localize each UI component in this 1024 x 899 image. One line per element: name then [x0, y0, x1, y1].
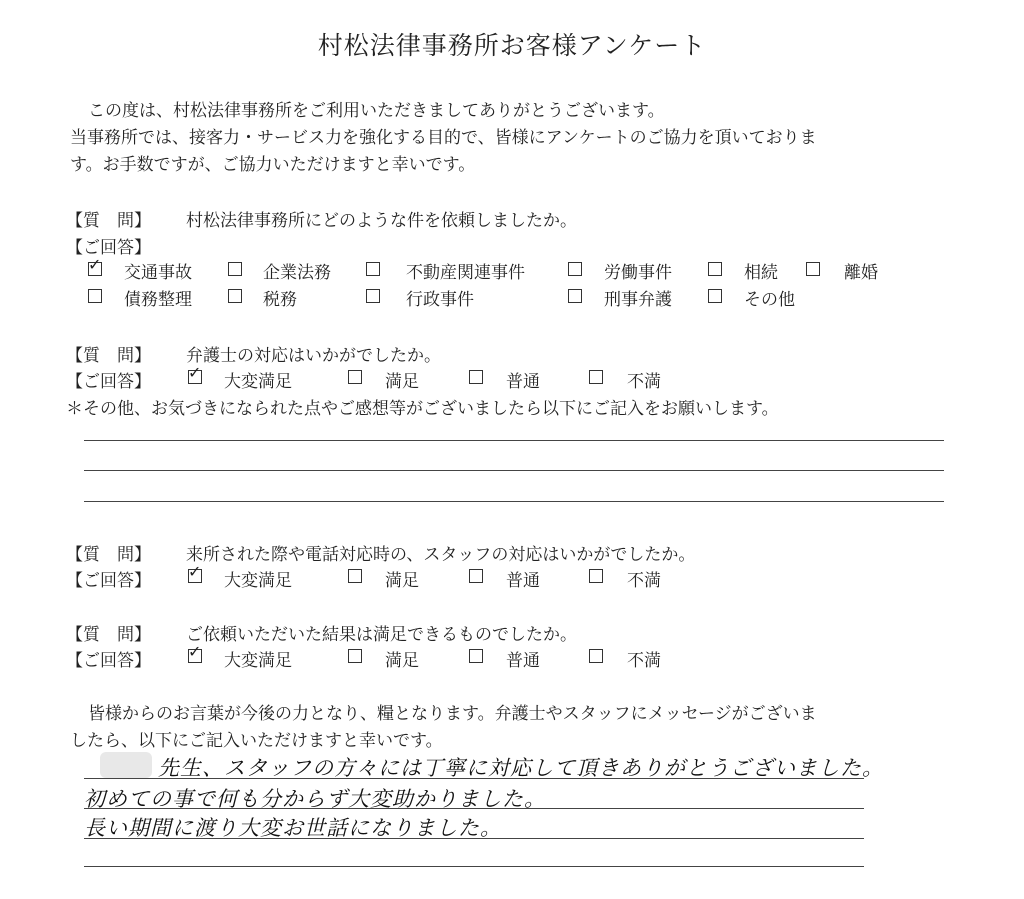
message-line[interactable] [84, 866, 864, 867]
q1-question-label: 【質 問】 [66, 211, 151, 231]
q2-checkbox-average[interactable] [469, 370, 483, 384]
q4-option-label: 満足 [385, 651, 419, 671]
q1-option-label: 行政事件 [406, 290, 474, 310]
handwritten-message-line-2: 初めての事で何も分からず大変助かりました。 [84, 787, 546, 811]
q1-option-label: 交通事故 [124, 263, 192, 283]
q2-comment-note: ＊その他、お気づきになられた点やご感想等がございましたら以下にご記入をお願いします。 [66, 399, 779, 419]
check-mark-icon: ✓ [188, 642, 202, 661]
q1-option-label: 労働事件 [604, 263, 672, 283]
comment-line[interactable] [84, 470, 944, 471]
q2-option-label: 不満 [627, 372, 661, 392]
q3-option-label: 不満 [627, 571, 661, 591]
q3-option-label: 満足 [385, 571, 419, 591]
q1-checkbox-real-estate[interactable] [366, 262, 380, 276]
q4-checkbox-very-satisfied[interactable] [188, 642, 202, 663]
check-mark-icon: ✓ [188, 363, 202, 382]
q4-question-text: ご依頼いただいた結果は満足できるものでしたか。 [186, 625, 577, 645]
q2-option-label: 満足 [385, 372, 419, 392]
q2-option-label: 普通 [506, 372, 540, 392]
q2-checkbox-very-satisfied[interactable] [188, 363, 202, 384]
q1-checkbox-divorce[interactable] [806, 262, 820, 276]
q3-question-text: 来所された際や電話対応時の、スタッフの対応はいかがでしたか。 [186, 545, 696, 565]
q4-question-label: 【質 問】 [66, 625, 151, 645]
handwritten-message-line-3: 長い期間に渡り大変お世話になりました。 [84, 816, 502, 840]
q1-option-label: 離婚 [844, 263, 878, 283]
q3-checkbox-satisfied[interactable] [348, 569, 362, 583]
q2-checkbox-dissatisfied[interactable] [589, 370, 603, 384]
q4-option-label: 不満 [627, 651, 661, 671]
comment-line[interactable] [84, 501, 944, 502]
q1-checkbox-tax[interactable] [228, 289, 242, 303]
q1-option-label: 債務整理 [124, 290, 192, 310]
q1-question-text: 村松法律事務所にどのような件を依頼しましたか。 [186, 211, 577, 231]
q1-answer-label: 【ご回答】 [66, 238, 151, 258]
q1-checkbox-corporate-law[interactable] [228, 262, 242, 276]
q1-checkbox-inheritance[interactable] [708, 262, 722, 276]
q1-checkbox-other[interactable] [708, 289, 722, 303]
q1-checkbox-traffic-accident[interactable] [88, 255, 102, 276]
intro-line-3: す。お手数ですが、ご協力いただけますと幸いです。 [70, 155, 476, 175]
q1-checkbox-administrative[interactable] [366, 289, 380, 303]
closing-line-1: 皆様からのお言葉が今後の力となり、糧となります。弁護士やスタッフにメッセージがございま [88, 704, 817, 724]
q2-option-label: 大変満足 [224, 372, 292, 392]
redacted-name [100, 752, 152, 778]
check-mark-icon: ✓ [88, 255, 102, 274]
q1-checkbox-labor[interactable] [568, 262, 582, 276]
q1-option-label: 刑事弁護 [604, 290, 672, 310]
q4-answer-label: 【ご回答】 [66, 651, 151, 671]
q3-option-label: 大変満足 [224, 571, 292, 591]
q3-option-label: 普通 [506, 571, 540, 591]
q3-question-label: 【質 問】 [66, 545, 151, 565]
q1-checkbox-criminal[interactable] [568, 289, 582, 303]
q4-option-label: 普通 [506, 651, 540, 671]
q1-option-label: その他 [744, 290, 795, 310]
q2-checkbox-satisfied[interactable] [348, 370, 362, 384]
q3-checkbox-very-satisfied[interactable] [188, 562, 202, 583]
q2-question-label: 【質 問】 [66, 346, 151, 366]
q1-option-label: 不動産関連事件 [406, 263, 525, 283]
intro-line-1: この度は、村松法律事務所をご利用いただきましてありがとうございます。 [88, 101, 665, 121]
intro-line-2: 当事務所では、接客力・サービス力を強化する目的で、皆様にアンケートのご協力を頂いておりま [70, 128, 817, 148]
q1-option-label: 企業法務 [263, 263, 331, 283]
page-title: 村松法律事務所お客様アンケート [317, 31, 707, 60]
q1-option-label: 税務 [263, 290, 297, 310]
check-mark-icon: ✓ [188, 562, 202, 581]
q2-question-text: 弁護士の対応はいかがでしたか。 [186, 346, 441, 366]
q4-checkbox-average[interactable] [469, 649, 483, 663]
q1-checkbox-debt[interactable] [88, 289, 102, 303]
q3-answer-label: 【ご回答】 [66, 571, 151, 591]
q4-option-label: 大変満足 [224, 651, 292, 671]
closing-line-2: したら、以下にご記入いただけますと幸いです。 [70, 731, 443, 751]
q4-checkbox-satisfied[interactable] [348, 649, 362, 663]
q3-checkbox-average[interactable] [469, 569, 483, 583]
q3-checkbox-dissatisfied[interactable] [589, 569, 603, 583]
handwritten-message-line-1: 先生、スタッフの方々には丁寧に対応して頂きありがとうございました。 [158, 756, 884, 780]
comment-line[interactable] [84, 440, 944, 441]
q4-checkbox-dissatisfied[interactable] [589, 649, 603, 663]
q2-answer-label: 【ご回答】 [66, 372, 151, 392]
q1-option-label: 相続 [744, 263, 778, 283]
